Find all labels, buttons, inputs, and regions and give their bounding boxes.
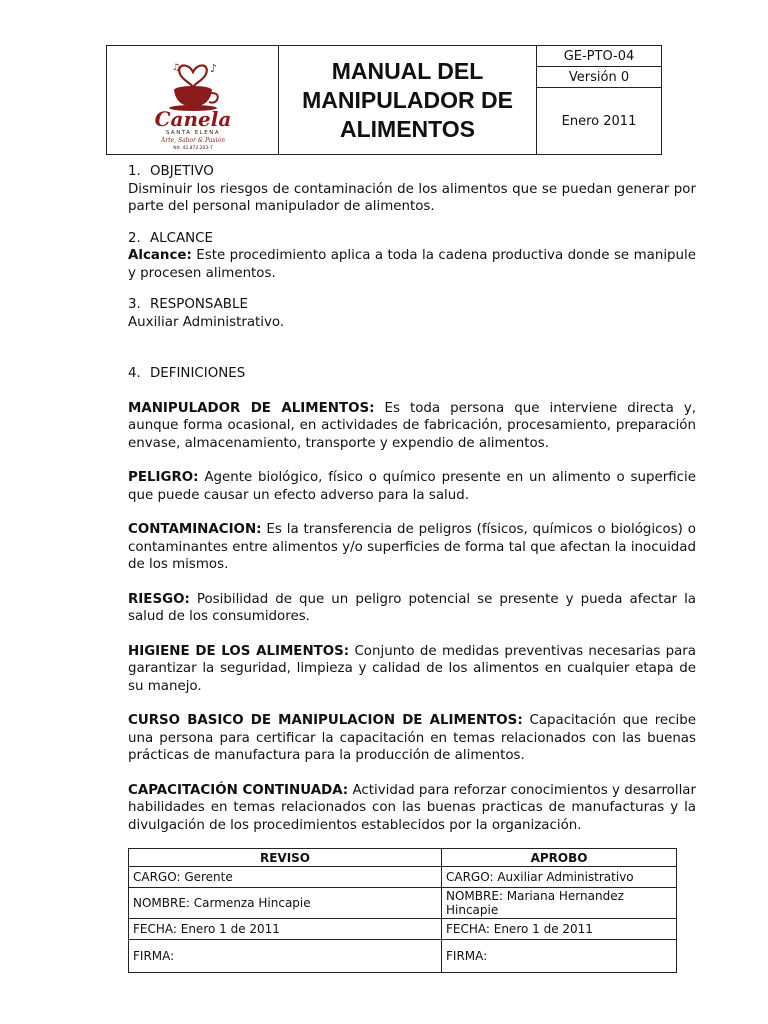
alcance-term: Alcance:: [128, 248, 192, 263]
svg-text:Canela: Canela: [154, 107, 231, 131]
section-text-objetivo: Disminuir los riesgos de contaminación de los alimentos que se puedan generar por parte del personal manipulador de alimentos.: [128, 181, 696, 214]
company-logo: [107, 46, 279, 154]
definition-item: CAPACITACIÓN CONTINUADA: Actividad para reforzar conocimientos y desarrollar habilidades en temas relacionados con las buenas practicas de manufacturas y la divulgación de los procedimientos establecidos por la organización.: [128, 782, 697, 833]
section-heading-responsable: 3. RESPONSABLE: [128, 297, 248, 312]
reviso-nombre: NOMBRE: Carmenza Hincapie: [129, 888, 442, 919]
definition-item: CURSO BASICO DE MANIPULACION DE ALIMENTOS: Capacitación que recibe una persona para certificar la capacitación en temas relacionados con las buenas prácticas de manufactura para la producción de alimentos.: [128, 713, 696, 763]
reviso-fecha: FECHA: Enero 1 de 2011: [129, 919, 442, 940]
svg-text:♪: ♪: [209, 62, 217, 75]
document-title: MANUAL DEL MANIPULADOR DE ALIMENTOS: [302, 57, 513, 142]
document-code: GE-PTO-04: [537, 46, 661, 67]
reviso-header: REVISO: [129, 849, 442, 867]
definition-item: MANIPULADOR DE ALIMENTOS: Es toda persona que interviene directa y, aunque forma ocasional, en actividades de fabricación, procesamiento, preparación envase, almacenamiento, transporte y expendio de alimentos.: [128, 400, 696, 451]
aprobo-firma: FIRMA:: [442, 940, 677, 973]
document-body: [128, 163, 696, 834]
svg-text:SANTA ELENA: SANTA ELENA: [165, 130, 220, 136]
section-heading-definiciones: 4. DEFINICIONES: [128, 366, 246, 381]
document-date: Enero 2011: [561, 113, 637, 129]
svg-text:♫: ♫: [171, 63, 180, 73]
svg-text:Arte, Sabor & Pasión: Arte, Sabor & Pasión: [160, 137, 225, 144]
reviso-firma: FIRMA:: [129, 940, 442, 973]
aprobo-fecha: FECHA: Enero 1 de 2011: [442, 919, 677, 940]
svg-text:Nit. 42.872.203-7: Nit. 42.872.203-7: [172, 146, 213, 150]
document-version: Versión 0: [537, 67, 661, 88]
aprobo-cargo: CARGO: Auxiliar Administrativo: [442, 867, 677, 888]
signature-table: [128, 848, 677, 973]
section-heading-alcance: 2. ALCANCE: [128, 230, 213, 246]
reviso-cargo: CARGO: Gerente: [129, 867, 442, 888]
aprobo-header: APROBO: [442, 849, 677, 867]
section-text-responsable: Auxiliar Administrativo.: [128, 314, 285, 330]
document-meta: [537, 46, 661, 154]
coffee-cup-logo-icon: [138, 50, 248, 150]
definition-item: RIESGO: Posibilidad de que un peligro potencial se presente y pueda afectar la salud de los consumidores.: [128, 591, 696, 624]
document-title-cell: [279, 46, 537, 154]
definition-item: CONTAMINACION: Es la transferencia de peligros (físicos, químicos o biológicos) o contaminantes entre alimentos y/o superficies de forma tal que afectan la inocuidad de los mismos.: [128, 522, 696, 572]
document-header: [106, 45, 662, 155]
definition-item: PELIGRO: Agente biológico, físico o químico presente en un alimento o superficie que puede causar un efecto adverso para la salud.: [128, 470, 696, 503]
aprobo-nombre: NOMBRE: Mariana Hernandez Hincapie: [442, 888, 677, 919]
definition-item: HIGIENE DE LOS ALIMENTOS: Conjunto de medidas preventivas necesarias para garantizar la seguridad, limpieza y calidad de los alimentos en cualquier etapa de su manejo.: [128, 643, 696, 694]
section-heading-objetivo: 1. OBJETIVO: [128, 164, 214, 179]
section-text-alcance: Alcance: Este procedimiento aplica a toda la cadena productiva donde se manipule y procesen alimentos.: [128, 248, 696, 281]
